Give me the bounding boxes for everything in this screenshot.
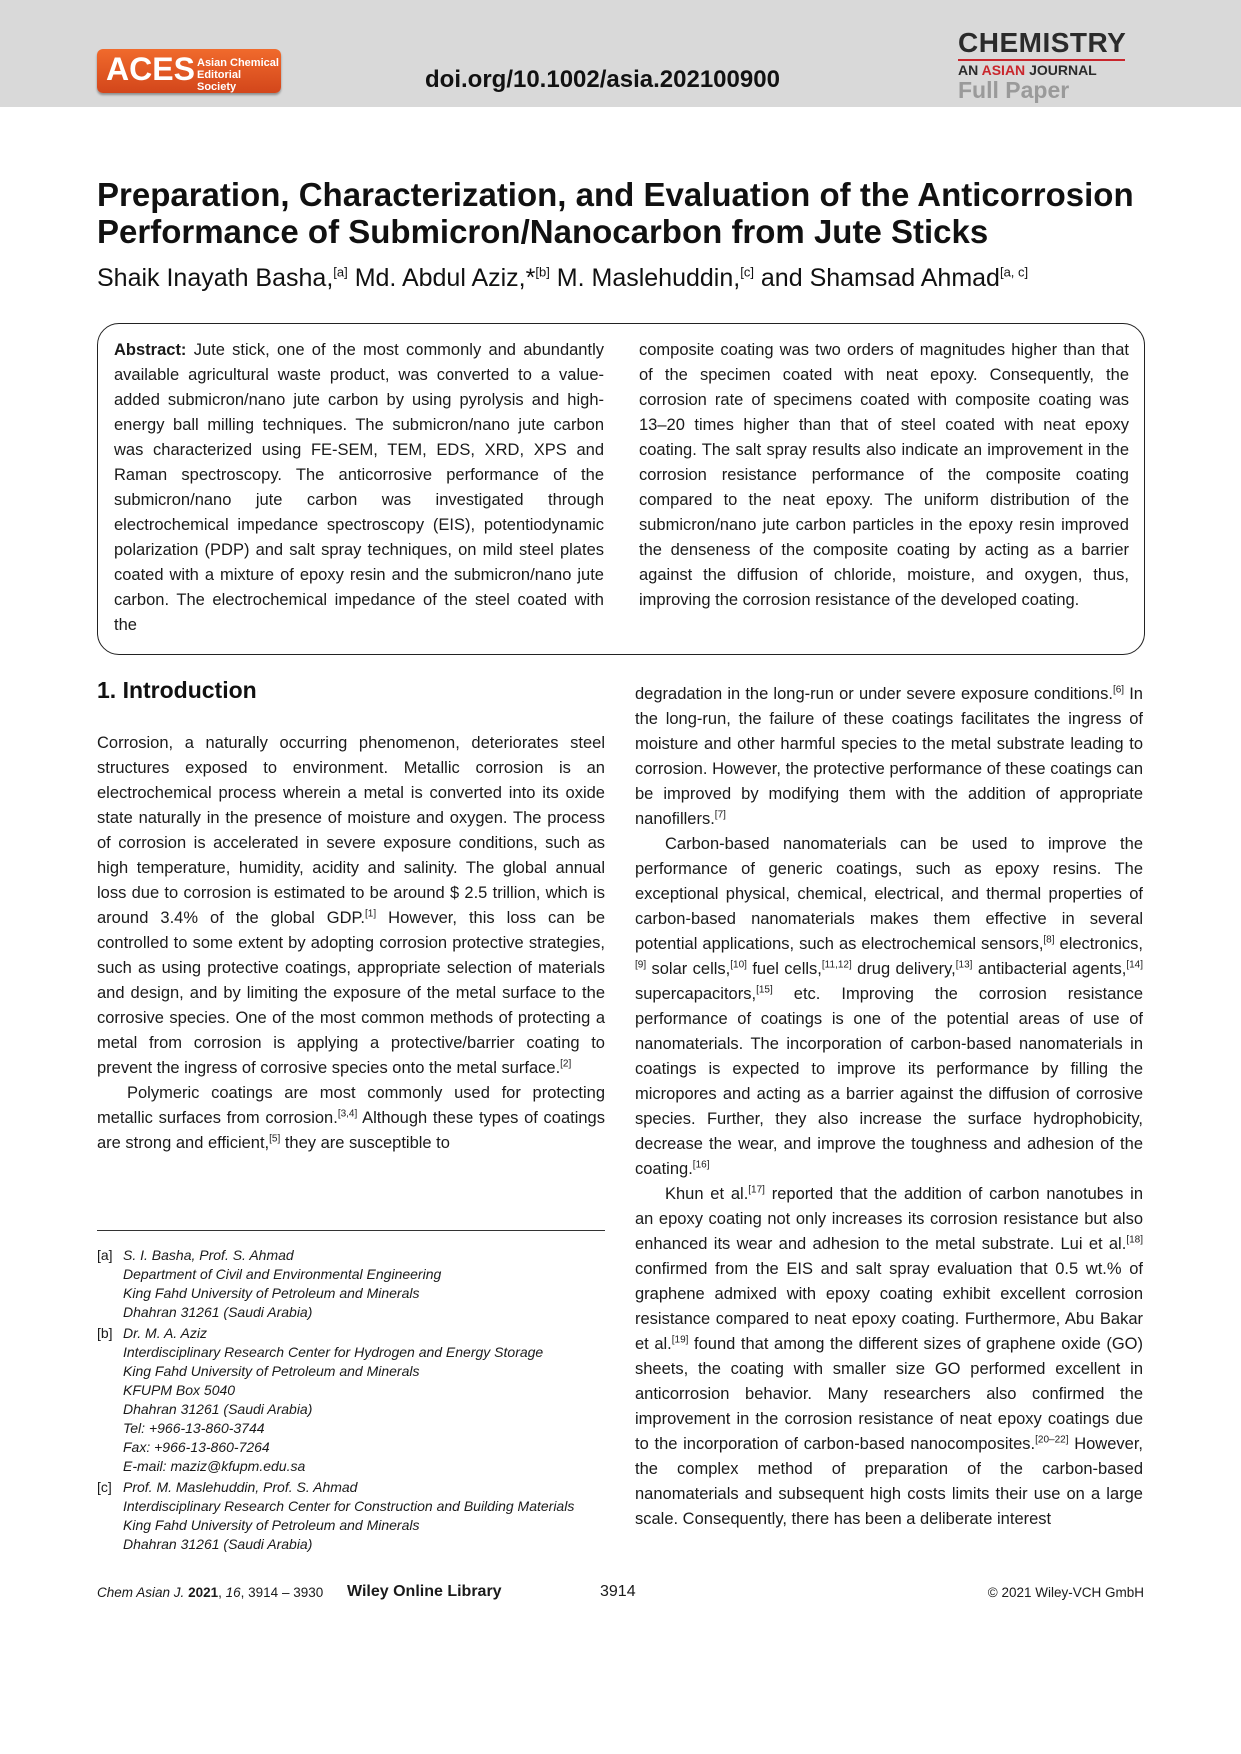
footnote-line: King Fahd University of Petroleum and Minerals [123, 1363, 420, 1379]
citation-link[interactable]: [15] [756, 984, 773, 996]
paragraph-text: Polymeric coatings are most commonly used for protecting metallic surfaces from corrosion. [97, 1084, 605, 1127]
journal-sub-journal: JOURNAL [1029, 62, 1097, 78]
paragraph [635, 832, 1143, 1182]
aces-logo-subtitle [197, 57, 281, 93]
footnote-b [97, 1324, 617, 1476]
footnote-divider [97, 1230, 605, 1231]
paragraph-text: Corrosion, a naturally occurring phenomenon, deteriorates steel structures exposed to environment. Metallic corrosion is an electrochemical process wherein a metal is converted into its oxide state naturally in the presence of moisture and oxygen. The process of corrosion is accelerated in severe exposure conditions, such as high temperature, humidity, acidity and salinity. The global annual loss due to corrosion is estimated to be around $ 2.5 trillion, which is around 3.4% of the global GDP. [97, 734, 605, 927]
citation-link[interactable]: [19] [671, 1334, 689, 1346]
footnote-c [97, 1478, 617, 1554]
citation-link[interactable]: [5] [269, 1133, 281, 1145]
journal-rule [958, 59, 1125, 61]
paragraph-text: solar cells, [646, 960, 731, 978]
aces-logo-text: ACES [106, 51, 195, 87]
footnote-a [97, 1246, 617, 1322]
footnote-line: Dhahran 31261 (Saudi Arabia) [123, 1401, 313, 1417]
footnote-line: Tel: +966-13-860-3744 [123, 1420, 265, 1436]
footnote-label: [a] [97, 1247, 113, 1263]
citation-link[interactable]: [7] [714, 809, 726, 821]
author-2: Md. Abdul Aziz,*[b] [354, 264, 550, 292]
footnote-line: King Fahd University of Petroleum and Minerals [123, 1285, 420, 1301]
citation-link[interactable]: [8] [1043, 934, 1055, 946]
page-number: 3914 [600, 1583, 636, 1600]
footer-citation: Chem Asian J. 2021, 16, 3914 – 3930 [97, 1585, 324, 1600]
journal-sub-an: AN [958, 62, 979, 78]
citation-link[interactable]: [10] [730, 959, 747, 971]
citation-link[interactable]: [18] [1126, 1234, 1143, 1246]
footnote-line: Dr. M. A. Aziz [123, 1325, 207, 1341]
article-type: Full Paper [958, 77, 1070, 103]
paragraph-text: they are susceptible to [280, 1134, 450, 1152]
footer-year: 2021 [188, 1585, 219, 1600]
citation-link[interactable]: [11,12] [821, 959, 852, 971]
paragraph-text: Although these types of coatings are strong and efficient, [97, 1109, 605, 1152]
paragraph-text: However, this loss can be controlled to some extent by adopting corrosion protective strategies, such as using protective coatings, appropriate selection of materials and design, and by limiting the exposure of the metal surface to the corrosive species. One of the most common methods of protecting a metal from corrosion is applying a protective/barrier coating to prevent the ingress of corrosive species onto the metal surface. [97, 909, 605, 1077]
footnote-line: S. I. Basha, Prof. S. Ahmad [123, 1247, 294, 1263]
footer-journal: Chem Asian J. [97, 1585, 185, 1600]
citation-link[interactable]: [3,4] [337, 1108, 358, 1120]
journal-logo [958, 28, 1126, 102]
paragraph-text: reported that the addition of carbon nanotubes in an epoxy coating not only increases its corrosion resistance but also enhanced its wear and adhesion to the metal substrate. Lui et al. [635, 1185, 1144, 1253]
citation-link[interactable]: [14] [1126, 959, 1143, 971]
citation-link[interactable]: [17] [748, 1184, 765, 1196]
paragraph-text: supercapacitors, [635, 985, 757, 1003]
abstract-label: Abstract: [114, 341, 187, 359]
journal-sub-asian: ASIAN [981, 62, 1026, 78]
footnote-line: King Fahd University of Petroleum and Minerals [123, 1517, 420, 1533]
paragraph-text: electronics, [1054, 935, 1143, 953]
affiliation-footnotes [97, 1246, 617, 1556]
citation-link[interactable]: [16] [692, 1159, 710, 1171]
footnote-label: [b] [97, 1325, 113, 1341]
aces-logo[interactable] [97, 49, 281, 93]
footer-library-link[interactable]: Wiley Online Library [347, 1583, 502, 1600]
paragraph-text: drug delivery, [851, 960, 956, 978]
citation-link[interactable]: [13] [955, 959, 973, 971]
paragraph-text: etc. Improving the corrosion resistance performance of coatings is one of the potential areas of use of nanomaterials. The incorporation of carbon-based nanomaterials in coatings is expected to improve its performance by filling the micropores and acting as a barrier against the diffusion of corrosive species. Further, they also increase the surface hydrophobicity, decrease the wear, and improve the toughness and adhesion of the coating. [635, 985, 1143, 1178]
paragraph-text: degradation in the long-run or under severe exposure conditions. [635, 685, 1113, 703]
section-heading: 1. Introduction [97, 677, 257, 703]
article-title: Preparation, Characterization, and Evaluation of the Anticorrosion Performance of Submicron/Nanocarbon from Jute Sticks [97, 176, 1134, 250]
journal-name: CHEMISTRY [958, 27, 1127, 58]
email-link[interactable]: E-mail: maziz@kfupm.edu.sa [123, 1458, 306, 1474]
abstract-left-column [114, 338, 604, 638]
footnote-label: [c] [97, 1479, 112, 1495]
aces-subtitle-line2: Editorial Society [197, 69, 242, 93]
paragraph-text: However, the complex method of preparation of the carbon-based nanomaterials and subsequent high costs limits their use on a large scale. Consequently, there has been a deliberate interest [635, 1435, 1143, 1528]
citation-link[interactable]: [1] [365, 908, 377, 920]
citation-link[interactable]: [6] [1112, 684, 1125, 696]
abstract-box [97, 323, 1145, 655]
journal-subname [958, 62, 1126, 78]
footnote-line: Department of Civil and Environmental Engineering [123, 1266, 442, 1282]
doi-link[interactable]: doi.org/10.1002/asia.202100900 [425, 66, 780, 93]
citation-link[interactable]: [9] [635, 959, 647, 971]
citation-link[interactable]: [2] [560, 1058, 572, 1070]
footnote-line: Dhahran 31261 (Saudi Arabia) [123, 1536, 313, 1552]
paragraph-text: antibacterial agents, [972, 960, 1127, 978]
footer-copyright: © 2021 Wiley-VCH GmbH [987, 1585, 1144, 1600]
abstract-right-column: composite coating was two orders of magnitudes higher than that of the specimen coated with neat epoxy. Consequently, the corrosion rate of specimens coated with composite coating was 13–20 times higher than that of steel coated with neat epoxy coating. The salt spray results also indicate an improvement in the corrosion resistance performance of the composite coating compared to the neat epoxy. The uniform distribution of the submicron/nano jute carbon particles in the epoxy resin improved the denseness of the composite coating by acting as a barrier against the diffusion of chloride, moisture, and oxygen, thus, improving the corrosion resistance of the developed coating. [639, 341, 1129, 609]
paragraph-text: Carbon-based nanomaterials can be used to improve the performance of generic coatings, such as epoxy resins. The exceptional physical, chemical, electrical, and thermal properties of carbon-based nanomaterials makes them effective in several potential applications, such as electrochemical sensors, [635, 835, 1143, 953]
footer-volume: 16 [225, 1585, 241, 1600]
author-list [97, 264, 1147, 293]
paragraph-text: found that among the different sizes of graphene oxide (GO) sheets, the coating with smaller size GO performed excellent in anticorrosion behavior. Many researchers also confirmed the improvement in the corrosion resistance of neat epoxy coatings due to the incorporation of carbon-based nanocomposites. [635, 1335, 1143, 1453]
paragraph-text: Khun et al. [665, 1185, 749, 1203]
paragraph-text: confirmed from the EIS and salt spray evaluation that 0.5 wt.% of graphene admixed with epoxy coating exhibit excellent corrosion resistance compared to neat epoxy coating. Furthermore, Abu Bakar et al. [635, 1260, 1143, 1353]
aces-subtitle-line1: Asian Chemical [197, 57, 279, 69]
paragraph [97, 731, 605, 1081]
footnote-line: Dhahran 31261 (Saudi Arabia) [123, 1304, 313, 1320]
footer-pages: , 3914 – 3930 [240, 1585, 324, 1600]
footnote-line: KFUPM Box 5040 [123, 1382, 236, 1398]
footnote-line: Fax: +966-13-860-7264 [123, 1439, 270, 1455]
footnote-line: Prof. M. Maslehuddin, Prof. S. Ahmad [123, 1479, 358, 1495]
paragraph-text: fuel cells, [746, 960, 822, 978]
author-3: M. Maslehuddin,[c] [556, 264, 754, 292]
left-column [97, 731, 605, 1156]
footnote-line: Interdisciplinary Research Center for Hydrogen and Energy Storage [123, 1344, 544, 1360]
paragraph-text: In the long-run, the failure of these coatings facilitates the ingress of moisture and other harmful species to the metal substrate leading to corrosion. However, the protective performance of these coatings can be improved by modifying them with the addition of appropriate nanofillers. [635, 685, 1143, 828]
right-column [635, 682, 1143, 1532]
footnote-line: Interdisciplinary Research Center for Construction and Building Materials [123, 1498, 575, 1514]
citation-link[interactable]: [20–22] [1035, 1434, 1069, 1446]
author-4: and Shamsad Ahmad[a, c] [760, 264, 1029, 292]
abstract-text-left: Jute stick, one of the most commonly and abundantly available agricultural waste product, was converted to a value-added submicron/nano jute carbon by using pyrolysis and high-energy ball milling techniques. The submicron/nano jute carbon was characterized using FE-SEM, TEM, EDS, XRD, XPS and Raman spectroscopy. The anticorrosive performance of the submicron/nano jute carbon was investigated through electrochemical impedance spectroscopy (EIS), potentiodynamic polarization (PDP) and salt spray techniques, on mild steel plates coated with a mixture of epoxy resin and the submicron/nano jute carbon. The electrochemical impedance of the steel coated with the [114, 341, 604, 634]
author-1: Shaik Inayath Basha,[a] [97, 264, 348, 292]
paragraph [635, 682, 1143, 832]
paragraph [635, 1182, 1143, 1532]
paragraph [97, 1081, 605, 1156]
